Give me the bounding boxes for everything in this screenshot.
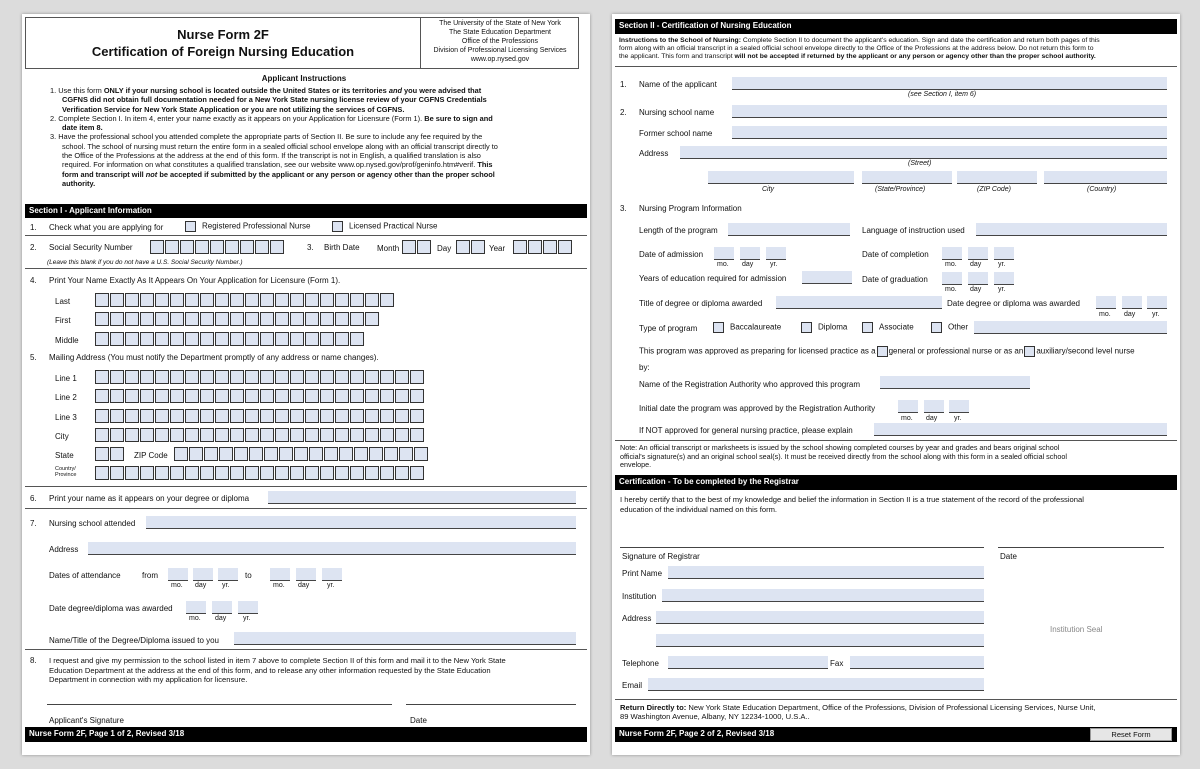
associate-label: Associate <box>879 322 914 332</box>
line1-input[interactable] <box>95 370 425 384</box>
checkbox[interactable] <box>185 221 196 232</box>
yr-label: yr. <box>243 615 251 622</box>
checkbox[interactable] <box>332 221 343 232</box>
degree-mo-input[interactable] <box>1096 296 1116 309</box>
country-label: Country/ Province <box>55 466 77 478</box>
section-1-header: Section I - Applicant Information <box>25 204 587 218</box>
agency-line: Division of Professional Licensing Services <box>433 47 567 54</box>
yr-label: yr. <box>954 415 962 422</box>
item-number: 3. <box>307 243 314 252</box>
yr-label: yr. <box>998 286 1006 293</box>
day-label: day <box>742 261 754 268</box>
school-instructions: Instructions to the School of Nursing: Complete Section II to document the applicant's education. Sign and date the certification and return both pages of this form along with an official transcript in a sealed official school envelope directly to the Office of the Professions at the address below. Do not return this form to the applicant. This form and transcript will not be accepted if returned by the applicant or any person or agency other than the proper school authority. <box>619 37 1100 61</box>
degree-title-input[interactable] <box>776 296 942 309</box>
language-input[interactable] <box>976 223 1167 236</box>
page-2-footer: Nurse Form 2F, Page 2 of 2, Revised 3/18 <box>615 727 1177 742</box>
item-number: 2. <box>30 243 37 252</box>
other-label: Other <box>948 322 969 332</box>
last-name-input[interactable] <box>95 293 395 307</box>
applicant-date-line[interactable] <box>406 704 576 705</box>
applicant-name-input[interactable] <box>732 77 1167 90</box>
from-mo-input[interactable] <box>168 568 188 581</box>
graduation-label: Date of graduation <box>862 275 928 284</box>
transcript-note: Note: An official transcript or marksheets is issued by the school showing completed courses by year and grades and bears original school official's signature(s) and an original school seal(s). It must be received directly from the school along with this form in a sealed official school envelope. <box>620 443 1067 470</box>
line3-input[interactable] <box>95 409 425 423</box>
to-day-input[interactable] <box>296 568 316 581</box>
page-1-footer: Nurse Form 2F, Page 1 of 2, Revised 3/18 <box>25 727 587 742</box>
school-name-input[interactable] <box>732 105 1167 118</box>
checkbox[interactable] <box>801 322 812 333</box>
to-label: to <box>245 571 252 580</box>
line3-label: Line 3 <box>55 413 77 422</box>
item-number: 7. <box>30 519 37 528</box>
checkbox[interactable] <box>713 322 724 333</box>
school-address-label: Address <box>622 614 652 623</box>
see-section-note: (see Section I, item 6) <box>908 91 977 98</box>
mo-label: mo. <box>273 582 285 589</box>
agency-line: The State Education Department <box>449 29 551 36</box>
return-address: Return Directly to: New York State Education Department, Office of the Professions, Division of Professional Licensing Services, Nurse Unit, 89 Washington Avenue, Albany, NY 12234-1000, U.S.A.. <box>620 703 1096 722</box>
reset-form-button[interactable]: Reset Form <box>1090 728 1172 741</box>
length-input[interactable] <box>728 223 850 236</box>
mo-label: mo. <box>945 261 957 268</box>
to-mo-input[interactable] <box>270 568 290 581</box>
mo-label: mo. <box>901 415 913 422</box>
first-name-input[interactable] <box>95 312 380 326</box>
divider <box>25 649 587 650</box>
institution-label: Institution <box>622 592 657 601</box>
title-box <box>25 17 421 69</box>
language-label: Language of instruction used <box>862 226 965 235</box>
mo-label: mo. <box>171 582 183 589</box>
line1-label: Line 1 <box>55 374 77 383</box>
registrar-signature-label: Signature of Registrar <box>622 552 700 561</box>
email-input[interactable] <box>648 678 984 691</box>
completion-label: Date of completion <box>862 250 929 259</box>
middle-name-input[interactable] <box>95 332 365 346</box>
from-day-input[interactable] <box>193 568 213 581</box>
program-info-label: Nursing Program Information <box>639 204 742 213</box>
applicant-signature-line[interactable] <box>47 704 392 705</box>
lpn-label: Licensed Practical Nurse <box>349 221 438 231</box>
line2-input[interactable] <box>95 389 425 403</box>
rpn-checkbox[interactable] <box>185 221 311 232</box>
street-input[interactable] <box>680 146 1167 159</box>
country-input[interactable] <box>1044 171 1167 184</box>
day-input[interactable] <box>456 240 486 254</box>
completion-day-input[interactable] <box>968 247 988 260</box>
page-1 <box>22 14 590 755</box>
not-approved-input[interactable] <box>874 423 1167 436</box>
item-number: 5. <box>30 353 37 362</box>
item-number: 6. <box>30 494 37 503</box>
divider <box>25 508 587 509</box>
associate-checkbox[interactable] <box>862 322 914 333</box>
page-2 <box>612 14 1180 755</box>
registrar-date-line[interactable] <box>998 547 1164 548</box>
ssn-input[interactable] <box>150 240 285 254</box>
general-nurse-checkbox[interactable] <box>877 346 888 357</box>
admission-mo-input[interactable] <box>714 247 734 260</box>
signature-label: Applicant's Signature <box>49 716 124 725</box>
mo-label: mo. <box>945 286 957 293</box>
address-label: Address <box>49 545 79 554</box>
by-label: by: <box>639 363 650 372</box>
item-number: 3. <box>620 204 627 213</box>
yr-label: yr. <box>327 582 335 589</box>
registrar-date-label: Date <box>1000 552 1017 561</box>
item-number: 1. <box>30 223 37 232</box>
agency-line: Office of the Professions <box>461 38 539 45</box>
birth-date-label: Birth Date <box>324 243 360 252</box>
school-name-label: Nursing school name <box>639 108 715 117</box>
date-degree-label: Date degree/diploma was awarded <box>49 604 173 613</box>
degree-yr-input[interactable] <box>1147 296 1167 309</box>
line2-label: Line 2 <box>55 393 77 402</box>
country-input[interactable] <box>95 466 425 480</box>
day-label: day <box>195 582 207 589</box>
month-label: Month <box>377 244 400 253</box>
registration-authority-label: Name of the Registration Authority who approved this program <box>639 380 861 389</box>
school-address-input[interactable] <box>88 542 576 555</box>
admission-day-input[interactable] <box>740 247 760 260</box>
instructions-title: Applicant Instructions <box>261 74 347 83</box>
form-subtitle: Certification of Foreign Nursing Education <box>91 44 355 59</box>
yr-label: yr. <box>998 261 1006 268</box>
agency-line: www.op.nysed.gov <box>470 56 530 63</box>
email-label: Email <box>622 681 643 690</box>
street-caption: (Street) <box>908 160 932 167</box>
divider <box>615 440 1177 441</box>
yr-label: yr. <box>770 261 778 268</box>
state-input[interactable] <box>95 447 125 461</box>
former-name-label: Former school name <box>639 129 713 138</box>
divider <box>25 235 587 236</box>
item-number: 1. <box>620 80 627 89</box>
yr-label: yr. <box>222 582 230 589</box>
item-7-label: Nursing school attended <box>49 519 136 528</box>
day-label: day <box>970 286 982 293</box>
years-required-input[interactable] <box>802 271 852 284</box>
city-caption: City <box>762 186 775 193</box>
approval-line: This program was approved as preparing for licensed practice as a general or professional nurse or as an auxiliary/second level nurse <box>639 346 1135 356</box>
completion-mo-input[interactable] <box>942 247 962 260</box>
degree-title-label: Title of degree or diploma awarded <box>639 299 763 308</box>
city-input[interactable] <box>708 171 854 184</box>
item-4-label: Print Your Name Exactly As It Appears On Your Application for Licensure (Form 1). <box>49 276 341 285</box>
school-address-line1[interactable] <box>656 611 984 624</box>
month-input[interactable] <box>402 240 432 254</box>
initial-day-input[interactable] <box>924 400 944 413</box>
diploma-label: Diploma <box>818 322 848 332</box>
initial-mo-input[interactable] <box>898 400 918 413</box>
applicant-name-label: Name of the applicant <box>639 80 717 89</box>
day-label: day <box>970 261 982 268</box>
item-8-text: I request and give my permission to the school listed in item 7 above to complete Section II of this form and mail it to the New York State Education Department at the address at the end of this form, and to release any other information requested by the State Education Department in connection with my application for licensure. <box>49 656 506 684</box>
day-label: day <box>215 615 227 622</box>
degree-date-label: Date degree or diploma was awarded <box>947 299 1080 308</box>
first-label: First <box>55 316 71 325</box>
baccalaureate-checkbox[interactable] <box>713 322 781 333</box>
from-label: from <box>142 571 158 580</box>
divider <box>25 486 587 487</box>
initial-date-label: Initial date the program was approved by the Registration Authority <box>639 404 876 413</box>
instruction-1: 1. Use this form ONLY if your nursing school is located outside the United States or its territories and you were advised that CGFNS did not obtain full documentation needed for a New York State nursing license review of your CGFNS Credentials Verification Service for New York State Application or you are not utilizing the services of CGFNS. 2. Complete Section I. In item 4, enter your name exactly as it appears on your Application for Licensure (Form 1). Be sure to sign and date item 8. 3. Have the professional school you attended complete the appropriate parts of Section II. Be sure to include any fee required by the school. The school of nursing must return the entire form in a sealed official school envelope along with an official transcript directly to the Office of the Professions at the address at the end of this form. If the transcript is not in English, a qualified translation is also required. For information on what constitutes a qualified translation, see our website www.op.nysed.gov/prof/geninfo.htm#verif. This form and transcript will not be accepted if submitted by the applicant or any person or agency other than the proper school authority. <box>50 86 498 188</box>
length-label: Length of the program <box>639 226 718 235</box>
item-5-label: Mailing Address (You must notify the Department promptly of any address or name changes). <box>49 353 379 362</box>
degree-day-input[interactable] <box>212 601 232 614</box>
graduation-yr-input[interactable] <box>994 272 1014 285</box>
completion-yr-input[interactable] <box>994 247 1014 260</box>
checkbox[interactable] <box>931 322 942 333</box>
form-title: Nurse Form 2F <box>177 27 269 42</box>
date-label: Date <box>410 716 427 725</box>
section-2-header: Section II - Certification of Nursing Education <box>615 19 1177 34</box>
mo-label: mo. <box>717 261 729 268</box>
baccalaureate-label: Baccalaureate <box>730 322 782 332</box>
from-yr-input[interactable] <box>218 568 238 581</box>
country-caption: (Country) <box>1087 186 1117 193</box>
address-label: Address <box>639 149 669 158</box>
zip-input[interactable] <box>174 447 429 461</box>
mo-label: mo. <box>1099 311 1111 318</box>
years-required-label: Years of education required for admission <box>639 274 787 283</box>
certification-header: Certification - To be completed by the Registrar <box>615 475 1177 490</box>
institution-input[interactable] <box>662 589 984 602</box>
day-label: day <box>926 415 938 422</box>
print-name-input[interactable] <box>668 566 984 579</box>
item-6-label: Print your name as it appears on your degree or diploma <box>49 494 250 503</box>
item-1-label: Check what you are applying for <box>49 223 164 232</box>
telephone-input[interactable] <box>668 656 828 669</box>
checkbox[interactable] <box>862 322 873 333</box>
divider <box>25 268 587 269</box>
state-label: State <box>55 451 74 460</box>
diploma-checkbox[interactable] <box>801 322 847 333</box>
degree-name-input[interactable] <box>268 491 576 504</box>
to-yr-input[interactable] <box>322 568 342 581</box>
agency-line: The University of the State of New York <box>439 20 561 27</box>
graduation-mo-input[interactable] <box>942 272 962 285</box>
auxiliary-nurse-checkbox[interactable] <box>1024 346 1035 357</box>
zip-label: ZIP Code <box>134 451 168 460</box>
school-address-line2[interactable] <box>656 634 984 647</box>
not-approved-label: If NOT approved for general nursing practice, please explain <box>639 426 853 435</box>
former-name-input[interactable] <box>732 126 1167 139</box>
registration-authority-input[interactable] <box>880 376 1030 389</box>
ssn-label: Social Security Number <box>49 243 133 252</box>
day-label: day <box>1124 311 1136 318</box>
registrar-signature-line[interactable] <box>620 547 984 548</box>
institution-seal-label: Institution Seal <box>1050 625 1103 634</box>
year-label: Year <box>489 244 506 253</box>
state-input[interactable] <box>862 171 952 184</box>
item-number: 8. <box>30 656 37 665</box>
dates-attendance-label: Dates of attendance <box>49 571 121 580</box>
degree-mo-input[interactable] <box>186 601 206 614</box>
middle-label: Middle <box>55 336 79 345</box>
day-label: day <box>298 582 310 589</box>
item-number: 4. <box>30 276 37 285</box>
divider <box>615 66 1177 67</box>
zip-input[interactable] <box>957 171 1037 184</box>
certification-text: I hereby certify that to the best of my knowledge and belief the information in Section II is a true statement of the record of the professional education of the individual named on this form. <box>620 495 1084 514</box>
zip-caption: (ZIP Code) <box>977 186 1011 193</box>
rpn-label: Registered Professional Nurse <box>202 221 311 231</box>
nursing-school-input[interactable] <box>146 516 576 529</box>
admission-label: Date of admission <box>639 250 704 259</box>
item-number: 2. <box>620 108 627 117</box>
program-type-label: Type of program <box>639 324 698 333</box>
graduation-day-input[interactable] <box>968 272 988 285</box>
telephone-label: Telephone <box>622 659 659 668</box>
divider <box>615 699 1177 700</box>
state-caption: (State/Province) <box>875 186 926 193</box>
initial-yr-input[interactable] <box>949 400 969 413</box>
other-checkbox[interactable] <box>931 322 968 333</box>
ssn-note: (Leave this blank if you do not have a U.S. Social Security Number.) <box>47 259 243 266</box>
print-name-label: Print Name <box>622 569 663 578</box>
admission-yr-input[interactable] <box>766 247 786 260</box>
mo-label: mo. <box>189 615 201 622</box>
degree-yr-input[interactable] <box>238 601 258 614</box>
lpn-checkbox[interactable] <box>332 221 437 232</box>
degree-title-input[interactable] <box>234 632 576 645</box>
degree-day-input[interactable] <box>1122 296 1142 309</box>
fax-label: Fax <box>830 659 844 668</box>
city-input[interactable] <box>95 428 425 442</box>
yr-label: yr. <box>1152 311 1160 318</box>
fax-input[interactable] <box>850 656 984 669</box>
city-label: City <box>55 432 69 441</box>
year-input[interactable] <box>513 240 573 254</box>
degree-title-label: Name/Title of the Degree/Diploma issued to you <box>49 636 220 645</box>
last-label: Last <box>55 297 71 306</box>
day-label: Day <box>437 244 452 253</box>
other-input[interactable] <box>974 321 1167 334</box>
